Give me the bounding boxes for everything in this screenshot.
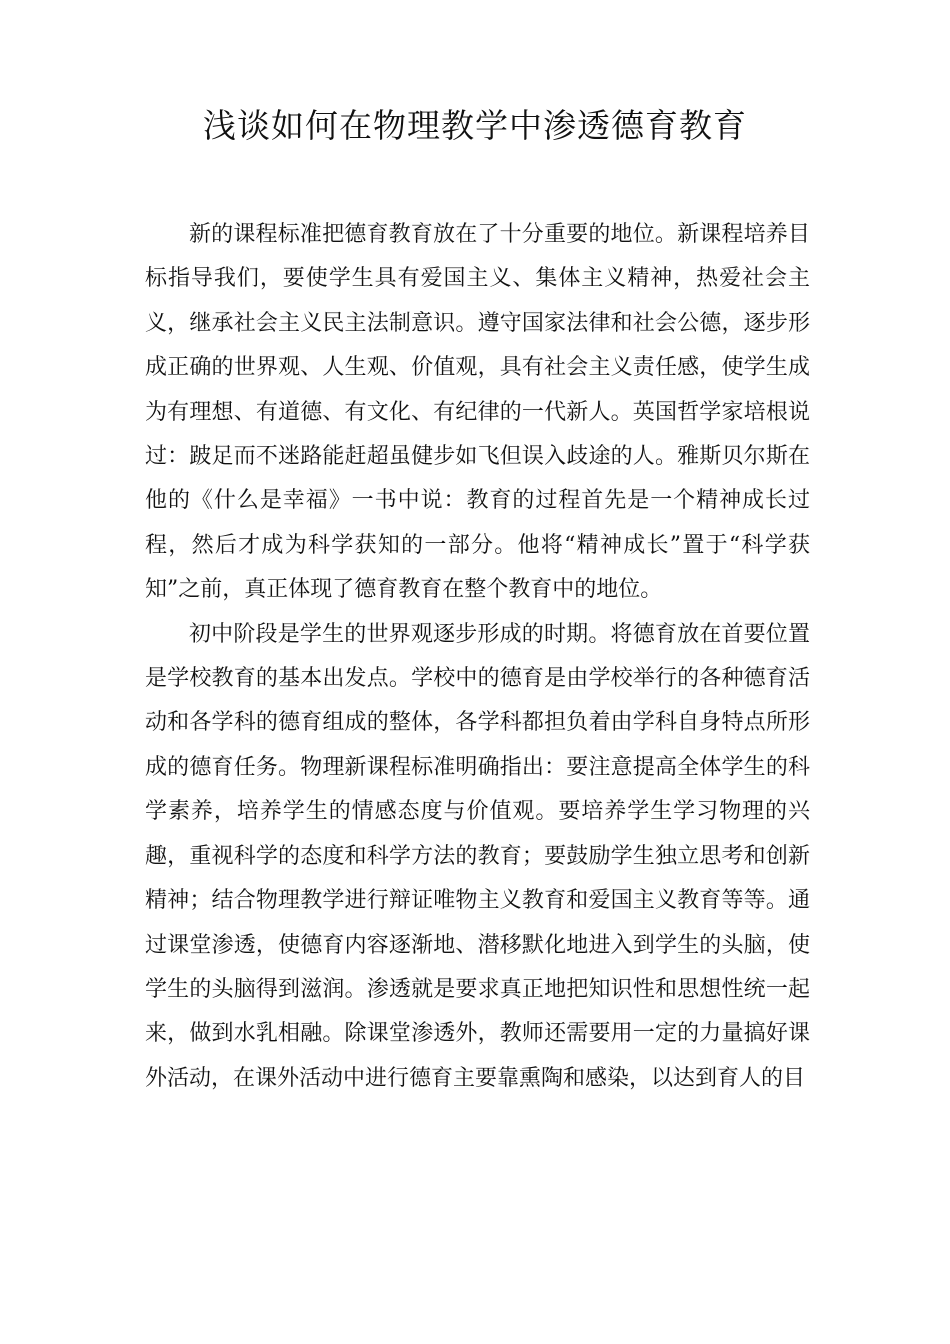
document-title: 浅谈如何在物理教学中渗透德育教育 [203, 106, 747, 145]
paragraph-2: 初中阶段是学生的世界观逐步形成的时期。将德育放在首要位置是学校教育的基本出发点。学校中的德育是由学校举行的各种德育活动和各学科的德育组成的整体，各学科都担负着由学科自身特点所形成的德育任务。物理新课程标准明确指出：要注意提高全体学生的科学素养，培养学生的情感态度与价值观。要培养学生学习物理的兴趣，重视科学的态度和科学方法的教育；要鼓励学生独立思考和创新精神；结合物理教学进行辩证唯物主义教育和爱国主义教育等等。通过课堂渗透，使德育内容逐渐地、潜移默化地进入到学生的头脑，使学生的头脑得到滋润。渗透就是要求真正地把知识性和思想性统一起来，做到水乳相融。除课堂渗透外，教师还需要用一定的力量搞好课外活动，在课外活动中进行德育主要靠熏陶和感染，以达到育人的目 [145, 621, 810, 1091]
document-body [145, 213, 810, 1101]
paragraph-1: 新的课程标准把德育教育放在了十分重要的地位。新课程培养目标指导我们，要使学生具有爱国主义、集体主义精神，热爱社会主义，继承社会主义民主法制意识。遵守国家法律和社会公德，逐步形成正确的世界观、人生观、价值观，具有社会主义责任感，使学生成为有理想、有道德、有文化、有纪律的一代新人。英国哲学家培根说过：跛足而不迷路能赶超虽健步如飞但误入歧途的人。雅斯贝尔斯在他的《什么是幸福》一书中说：教育的过程首先是一个精神成长过程，然后才成为科学获知的一部分。他将“精神成长”置于“科学获知”之前，真正体现了德育教育在整个教育中的地位。 [145, 222, 810, 603]
